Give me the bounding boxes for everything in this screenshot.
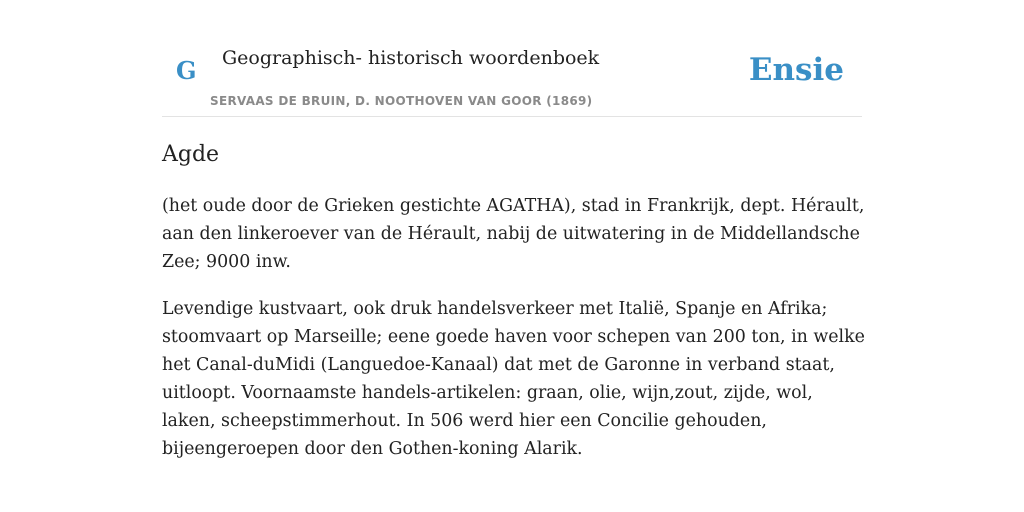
book-title-link[interactable]: Geographisch- historisch woordenboek — [222, 47, 600, 69]
entry-title: Agde — [162, 142, 220, 167]
entry-paragraph: (het oude door de Grieken gestichte AGATHA), stad in Frankrijk, dept. Hérault, aan den linkeroever van de Hérault, nabij de uitwatering in de Middellandsche Zee; 9000 inw. — [162, 196, 865, 272]
book-authors: SERVAAS DE BRUIN, D. NOOTHOVEN VAN GOOR (1869) — [210, 94, 593, 108]
book-header — [162, 40, 862, 117]
entry-body — [162, 192, 866, 482]
book-initial-icon[interactable]: G — [176, 56, 197, 85]
entry-paragraph: Levendige kustvaart, ook druk handelsverkeer met Italië, Spanje en Afrika; stoomvaart op Marseille; eene goede haven voor schepen van 200 ton, in welke het Canal-duMidi (Languedoe-Kanaal) dat met de Garonne in verband staat, uitloopt. Voornaamste handels-artikelen: graan, olie, wijn,zout, zijde, wol, laken, scheepstimmerhout. In 506 werd hier een Concilie gehouden, bijeengeroepen door den Gothen-koning Alarik. — [162, 299, 865, 459]
site-logo[interactable]: Ensie — [748, 52, 844, 88]
